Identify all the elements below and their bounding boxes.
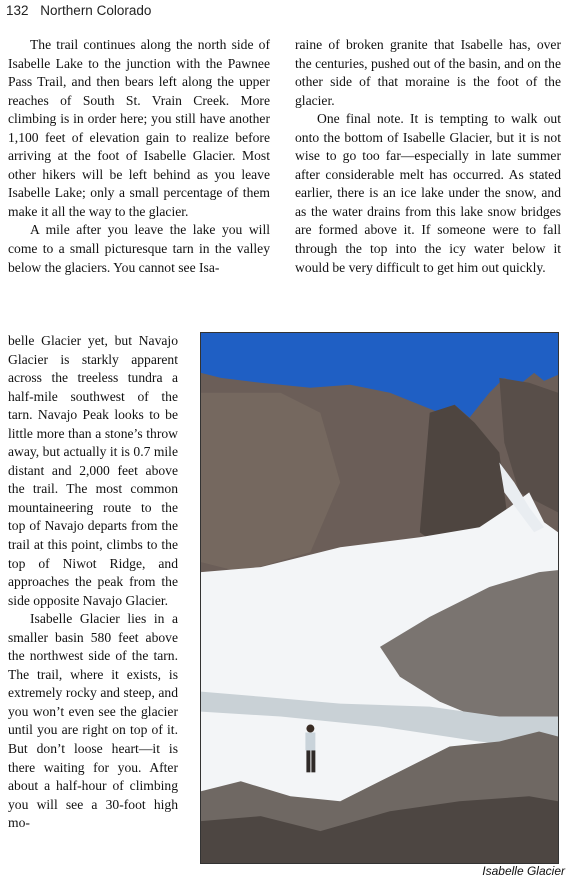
running-header [6, 3, 151, 18]
section-title: Northern Colorado [40, 3, 152, 18]
paragraph: One final note. It is tempting to walk out onto the bottom of Isabelle Glacier, but it is not wise to go too far—especially in late summer after considerable melt has occurred. As stated earlier, there is an ice lake under the snow, and as the water drains from this lake snow bridges are formed above it. If someone were to fall through the top into the icy water below it would be very difficult to get him out quickly. [295, 111, 561, 275]
paragraph: A mile after you leave the lake you will come to a small picturesque tarn in the valley below the glaciers. You cannot see Isa- [8, 222, 270, 275]
paragraph: Isabelle Glacier lies in a smaller basin 580 feet above the northwest side of the tarn. The trail, where it exists, is extremely rocky and steep, and you won’t even see the glacier until you are right on top of it. But don’t loose heart—it is there waiting for you. After about a half-hour of climbing you will see a 30-foot high mo- [8, 611, 178, 831]
left-column-top [8, 36, 270, 277]
photo-caption: Isabelle Glacier [482, 864, 565, 878]
paragraph-continued: belle Glacier yet, but Navajo Glacier is starkly apparent across the treeless tundra a half-mile southwest of the tarn. Navajo Peak looks to be little more than a stone’s throw away, but actually it is 0.7 mile distant and 2,000 feet above the trail. The most common mountaineering route to the top of Navajo departs from the trail at this point, climbs to the top of Niwot Ridge, and approaches the peak from the side opposite Navajo Glacier. [8, 333, 178, 608]
paragraph-continued: raine of broken granite that Isabelle has, over the centuries, pushed out of the basin, and on the other side of that moraine is the foot of the glacier. [295, 37, 561, 108]
paragraph: The trail continues along the north side of Isabelle Lake to the junction with the Pawnee Pass Trail, and then bears left along the upper reaches of South St. Vrain Creek. More climbing is in order here; you still have another 1,100 feet of elevation gain to realize before arriving at the foot of Isabelle Glacier. Most other hikers will be left behind as you leave Isabelle Lake; only a small percentage of them make it all the way to the glacier. [8, 37, 270, 219]
glacier-illustration [201, 333, 558, 863]
glacier-photo [200, 332, 559, 864]
left-column-bottom [8, 332, 178, 833]
right-column [295, 36, 561, 277]
page-number: 132 [6, 3, 29, 18]
